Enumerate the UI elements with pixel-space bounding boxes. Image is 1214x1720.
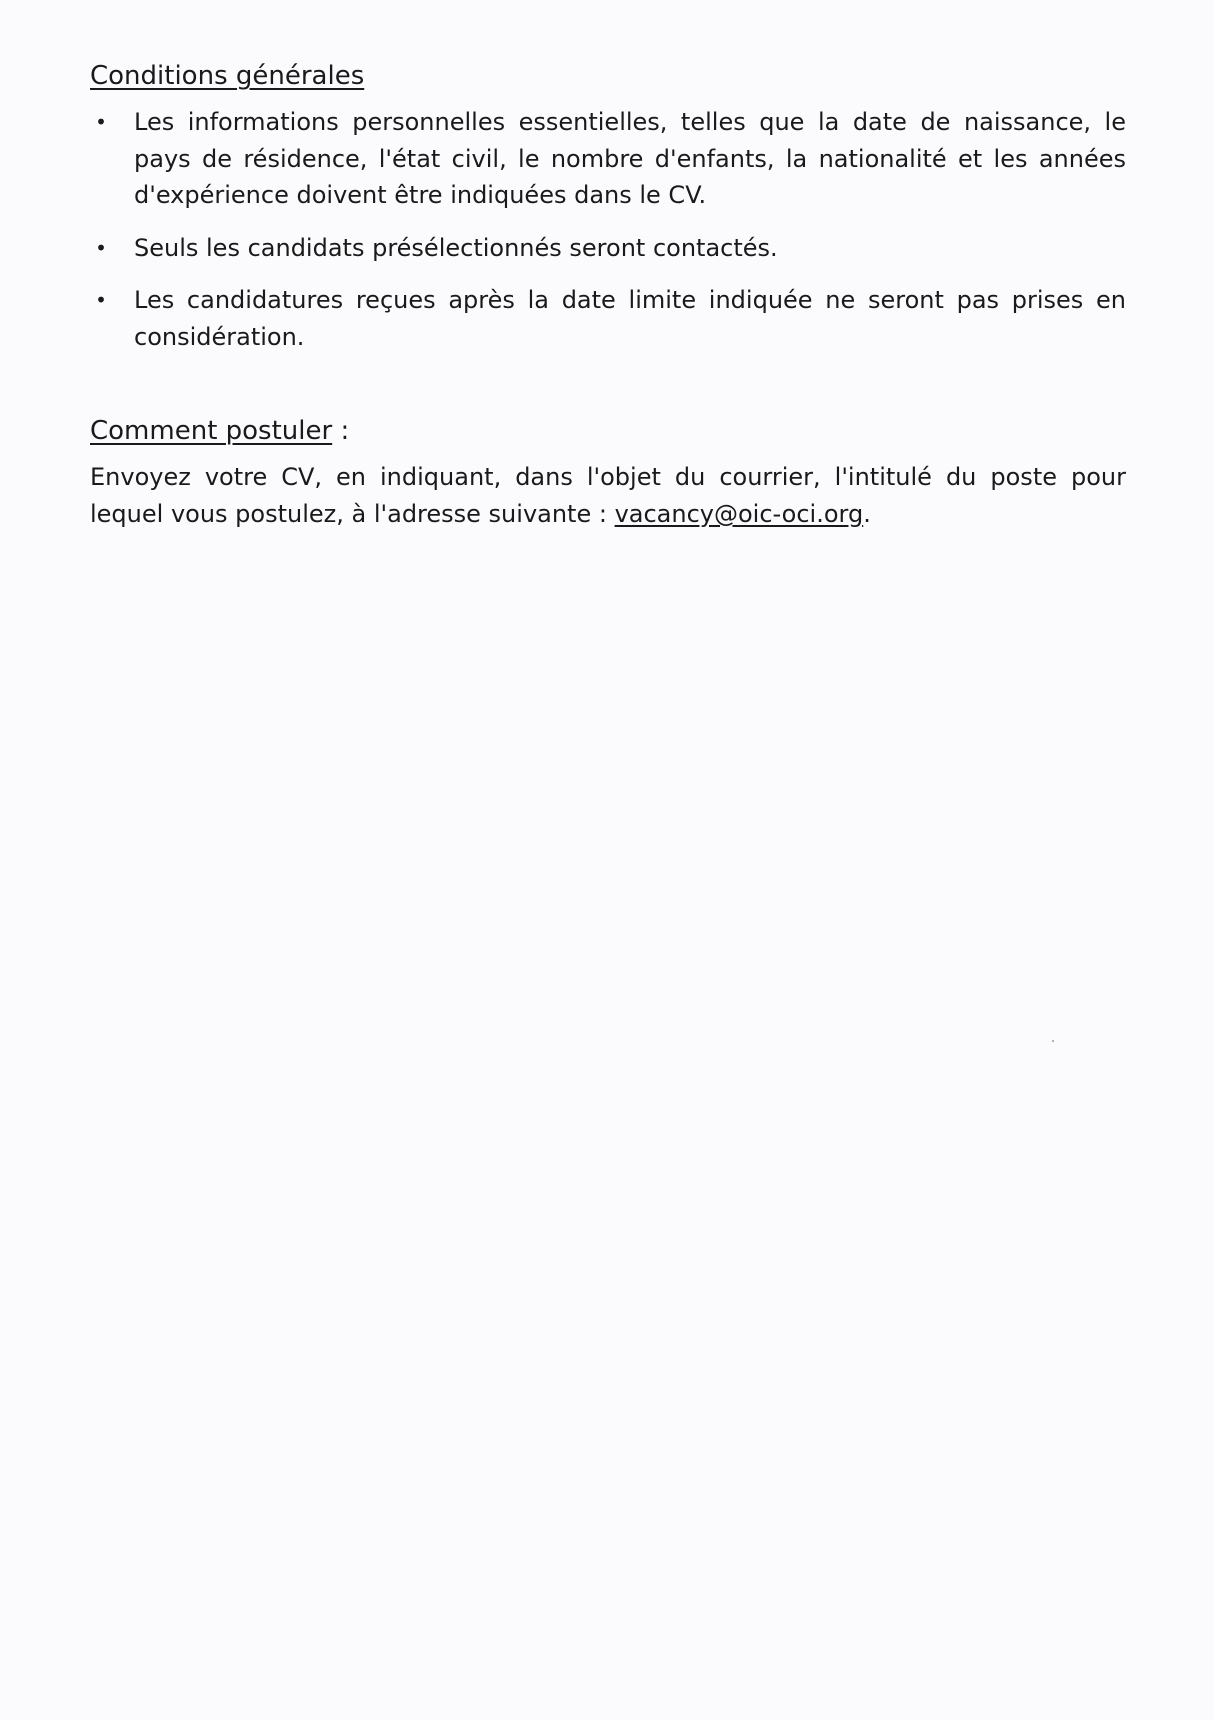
condition-text: Les informations personnelles essentielles, telles que la date de naissance, le pays de résidence, l'état civil, le nombre d'enfants, la nationalité et les années d'expérience doivent être indiquées dans le CV. [134,108,1126,209]
condition-item [90,104,1126,214]
condition-text: Les candidatures reçues après la date limite indiquée ne seront pas prises en considération. [134,286,1126,351]
conditions-list [90,104,1126,355]
how-to-apply-section [90,413,1126,533]
bullet-icon: • [95,235,107,260]
document-page [90,58,1126,533]
scan-speck [1052,1040,1054,1042]
general-conditions-heading: Conditions générales [90,61,365,91]
email-link[interactable]: vacancy@oic-oci.org [614,500,864,528]
bullet-icon: • [95,288,107,312]
general-conditions-section [90,58,1126,355]
bullet-icon: • [95,110,107,134]
how-to-apply-text: Envoyez votre CV, en indiquant, dans l'objet du courrier, l'intitulé du poste pour lequel vous postulez, à l'adresse suivante : vacancy@oic-oci.org. [90,463,1126,528]
condition-text: Seuls les candidats présélectionnés seront contactés. [134,233,778,262]
condition-item [90,230,1126,267]
condition-item [90,282,1126,355]
how-to-apply-heading: Comment postuler : [90,416,350,446]
